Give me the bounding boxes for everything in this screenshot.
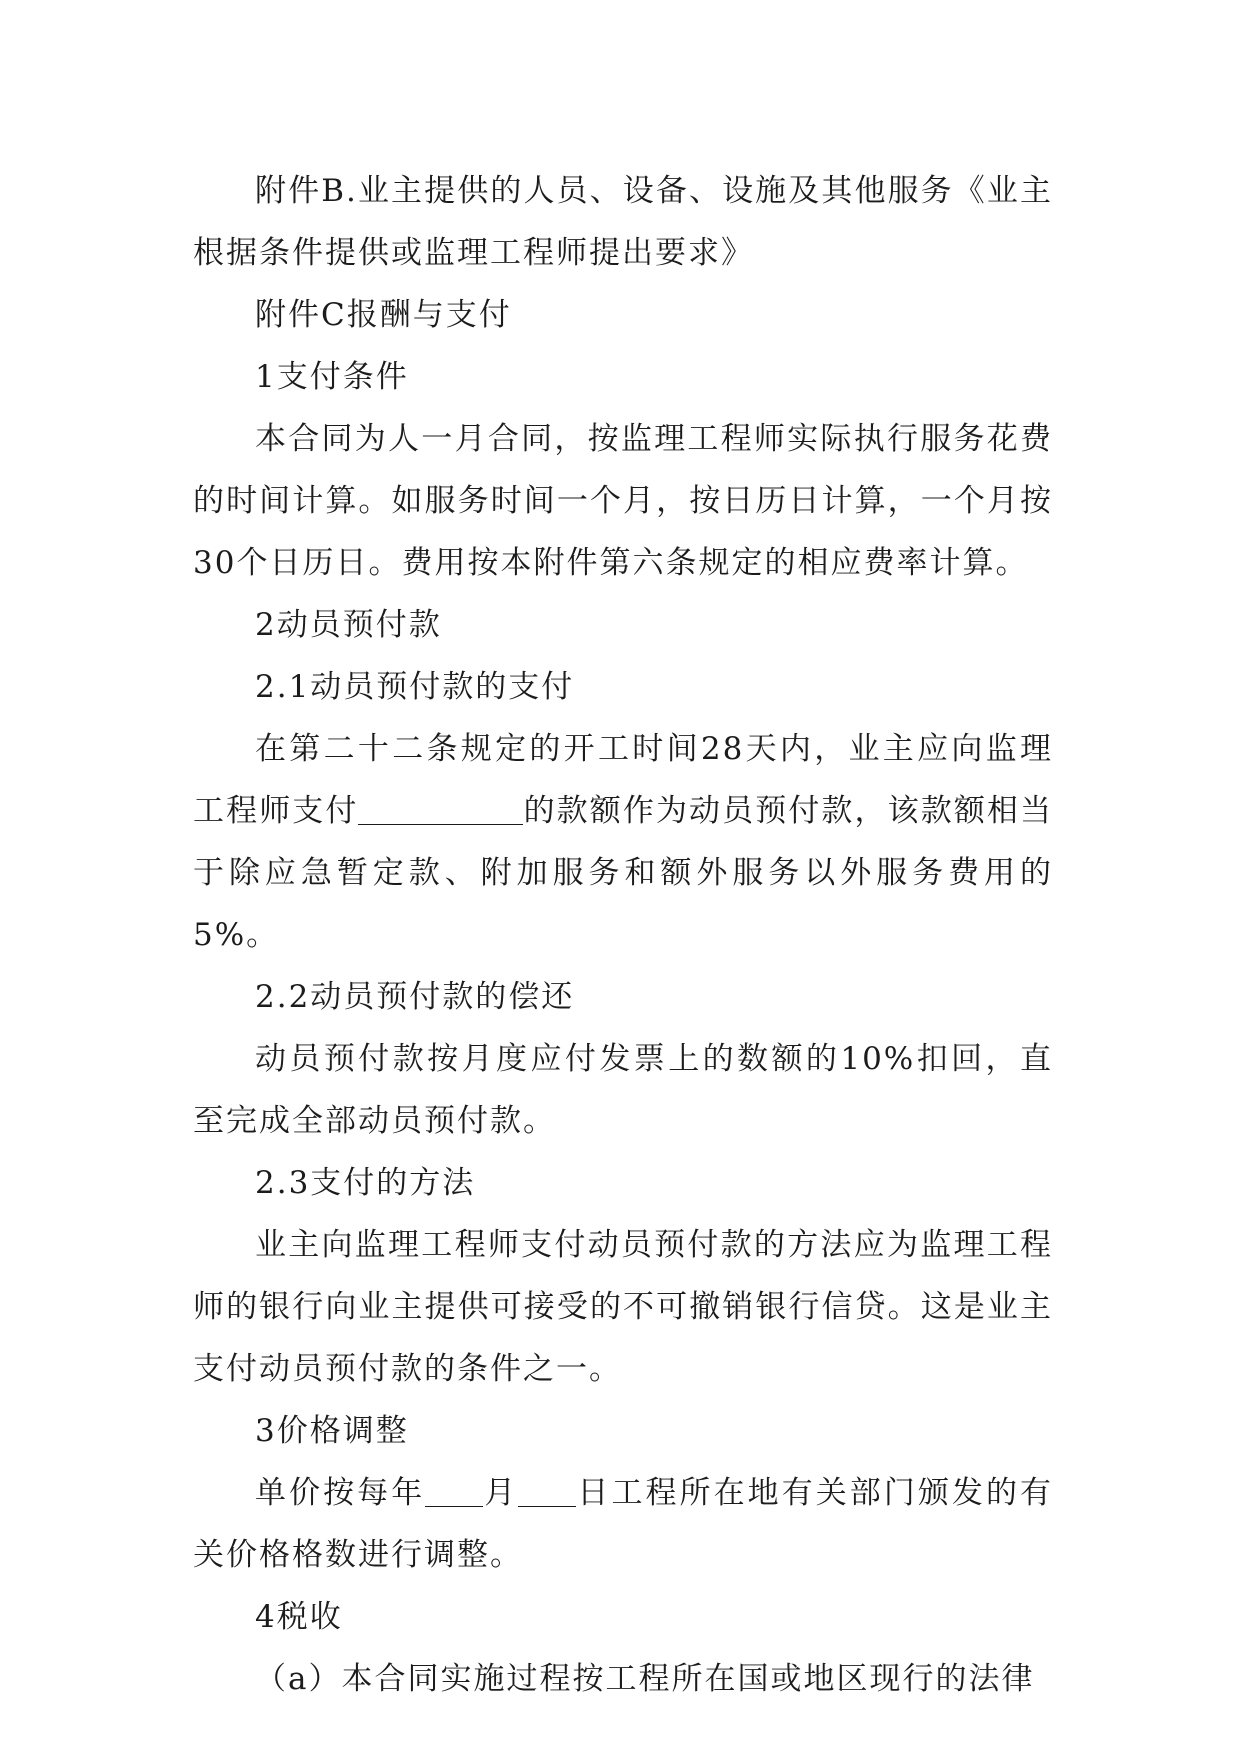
section-4-a-body: （a）本合同实施过程按工程所在国或地区现行的法律 bbox=[255, 1661, 1035, 1697]
section-2-1-heading: 2.1动员预付款的支付 bbox=[255, 669, 575, 705]
appendix-c-heading: 附件C报酬与支付 bbox=[255, 297, 512, 333]
section-4-heading: 4税收 bbox=[255, 1599, 343, 1635]
month-blank bbox=[425, 1476, 483, 1507]
section-3-heading: 3价格调整 bbox=[255, 1413, 409, 1449]
section-3-text-part3: 日工程所在地有关部门颁发的有关价格格数进行调整。 bbox=[193, 1475, 1054, 1573]
section-3-text-part2: 月 bbox=[483, 1475, 519, 1511]
day-blank bbox=[518, 1476, 576, 1507]
section-2-2-heading: 2.2动员预付款的偿还 bbox=[255, 979, 575, 1015]
section-3-body bbox=[193, 1462, 1053, 1586]
amount-blank bbox=[358, 794, 523, 825]
document-body bbox=[193, 160, 1053, 1710]
section-2-heading: 2动员预付款 bbox=[255, 607, 442, 643]
section-2-2-body: 动员预付款按月度应付发票上的数额的10%扣回，直至完成全部动员预付款。 bbox=[193, 1041, 1053, 1139]
section-2-1-body bbox=[193, 718, 1053, 966]
section-1-body: 本合同为人一月合同，按监理工程师实际执行服务花费的时间计算。如服务时间一个月，按日历日计算，一个月按30个日历日。费用按本附件第六条规定的相应费率计算。 bbox=[193, 421, 1053, 581]
section-3-text-part1: 单价按每年 bbox=[255, 1475, 426, 1511]
section-2-1-text-before: 在第二十二条规定的开工时间28天内，业主应向监理工程师支付 bbox=[193, 731, 1053, 829]
section-2-3-heading: 2.3支付的方法 bbox=[255, 1165, 476, 1201]
section-2-1-text-after: 的款额作为动员预付款，该款额相当于除应急暂定款、附加服务和额外服务以外服务费用的5%。 bbox=[193, 793, 1054, 953]
section-2-3-body: 业主向监理工程师支付动员预付款的方法应为监理工程师的银行向业主提供可接受的不可撤销银行信贷。这是业主支付动员预付款的条件之一。 bbox=[193, 1227, 1053, 1387]
section-1-heading: 1支付条件 bbox=[255, 359, 409, 395]
appendix-b-paragraph: 附件B.业主提供的人员、设备、设施及其他服务《业主根据条件提供或监理工程师提出要求》 bbox=[193, 173, 1053, 271]
